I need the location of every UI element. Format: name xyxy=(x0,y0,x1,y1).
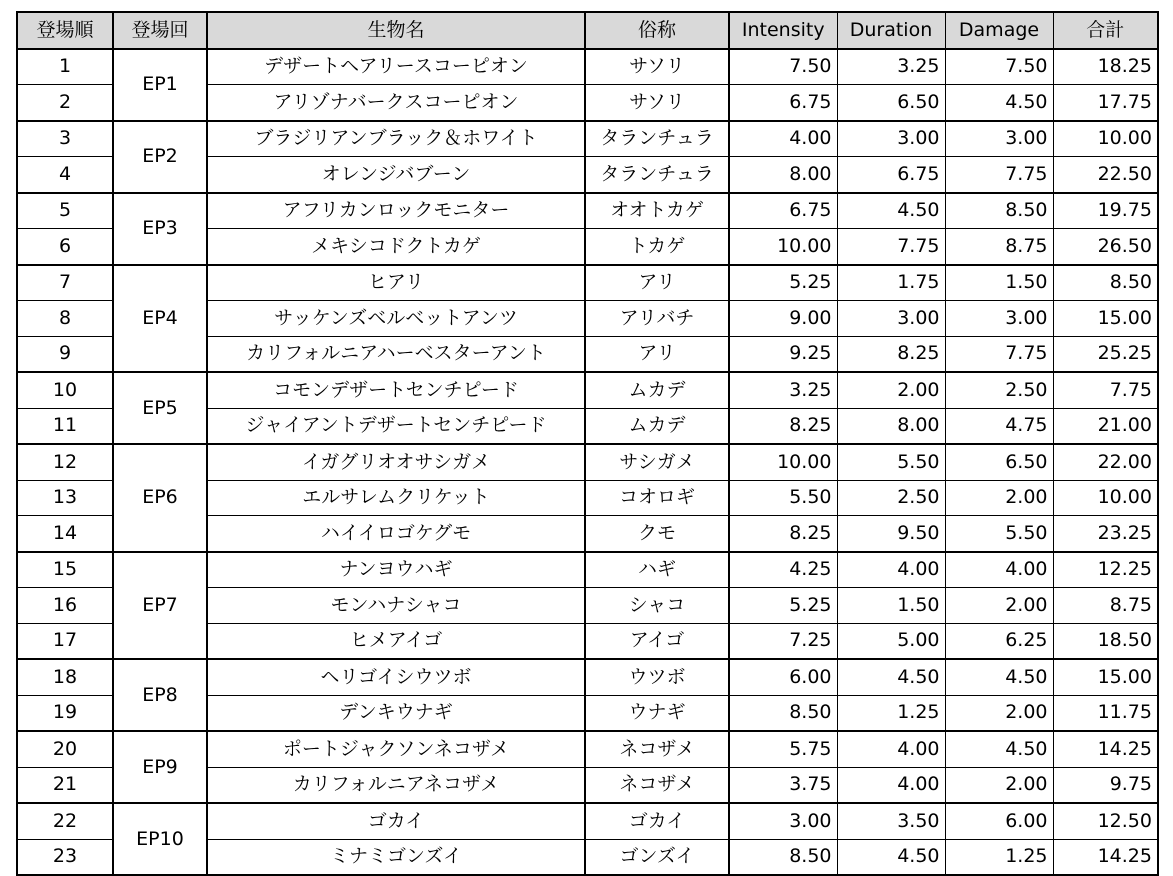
cell-total[interactable]: 12.25 xyxy=(1053,552,1158,588)
header-common-name[interactable]: 俗称 xyxy=(585,12,729,49)
cell-damage[interactable]: 1.25 xyxy=(945,839,1053,875)
cell-common-name[interactable]: オオトカゲ xyxy=(585,193,729,229)
cell-intensity[interactable]: 9.25 xyxy=(729,336,837,372)
cell-total[interactable]: 15.00 xyxy=(1053,301,1158,337)
cell-creature-name[interactable]: ハイイロゴケグモ xyxy=(207,516,585,552)
cell-duration[interactable]: 1.75 xyxy=(837,265,945,301)
cell-order[interactable]: 22 xyxy=(17,803,113,839)
cell-duration[interactable]: 4.00 xyxy=(837,731,945,767)
cell-episode[interactable]: EP6 xyxy=(113,444,207,552)
cell-episode[interactable]: EP7 xyxy=(113,552,207,660)
cell-creature-name[interactable]: ブラジリアンブラック＆ホワイト xyxy=(207,121,585,157)
cell-order[interactable]: 1 xyxy=(17,49,113,85)
cell-duration[interactable]: 4.50 xyxy=(837,193,945,229)
cell-episode[interactable]: EP5 xyxy=(113,372,207,444)
cell-order[interactable]: 7 xyxy=(17,265,113,301)
cell-total[interactable]: 22.00 xyxy=(1053,444,1158,480)
cell-damage[interactable]: 2.00 xyxy=(945,695,1053,731)
creature-ranking-table xyxy=(16,11,1159,876)
cell-duration[interactable]: 4.00 xyxy=(837,552,945,588)
cell-order[interactable]: 19 xyxy=(17,695,113,731)
cell-creature-name[interactable]: アリゾナバークスコーピオン xyxy=(207,85,585,121)
cell-intensity[interactable]: 4.00 xyxy=(729,121,837,157)
cell-creature-name[interactable]: イガグリオオサシガメ xyxy=(207,444,585,480)
cell-intensity[interactable]: 8.50 xyxy=(729,695,837,731)
cell-order[interactable]: 9 xyxy=(17,336,113,372)
cell-common-name[interactable]: ムカデ xyxy=(585,408,729,444)
cell-intensity[interactable]: 5.75 xyxy=(729,731,837,767)
cell-order[interactable]: 23 xyxy=(17,839,113,875)
cell-order[interactable]: 6 xyxy=(17,229,113,265)
cell-total[interactable]: 17.75 xyxy=(1053,85,1158,121)
cell-creature-name[interactable]: ヘリゴイシウツボ xyxy=(207,659,585,695)
cell-order[interactable]: 14 xyxy=(17,516,113,552)
cell-damage[interactable]: 3.00 xyxy=(945,121,1053,157)
cell-order[interactable]: 13 xyxy=(17,480,113,516)
cell-common-name[interactable]: アリ xyxy=(585,265,729,301)
cell-damage[interactable]: 7.75 xyxy=(945,336,1053,372)
cell-intensity[interactable]: 10.00 xyxy=(729,229,837,265)
cell-common-name[interactable]: シャコ xyxy=(585,588,729,624)
cell-damage[interactable]: 8.50 xyxy=(945,193,1053,229)
cell-creature-name[interactable]: ミナミゴンズイ xyxy=(207,839,585,875)
cell-episode[interactable]: EP10 xyxy=(113,803,207,875)
cell-common-name[interactable]: サシガメ xyxy=(585,444,729,480)
cell-duration[interactable]: 1.25 xyxy=(837,695,945,731)
cell-order[interactable]: 16 xyxy=(17,588,113,624)
cell-common-name[interactable]: ゴカイ xyxy=(585,803,729,839)
cell-creature-name[interactable]: デザートヘアリースコーピオン xyxy=(207,49,585,85)
cell-common-name[interactable]: ムカデ xyxy=(585,372,729,408)
cell-common-name[interactable]: クモ xyxy=(585,516,729,552)
table-body xyxy=(17,49,1158,876)
cell-common-name[interactable]: ウツボ xyxy=(585,659,729,695)
cell-order[interactable]: 3 xyxy=(17,121,113,157)
cell-total[interactable]: 15.00 xyxy=(1053,659,1158,695)
cell-damage[interactable]: 6.00 xyxy=(945,803,1053,839)
cell-total[interactable]: 8.50 xyxy=(1053,265,1158,301)
cell-total[interactable]: 7.75 xyxy=(1053,372,1158,408)
cell-episode[interactable]: EP4 xyxy=(113,265,207,373)
cell-order[interactable]: 10 xyxy=(17,372,113,408)
cell-total[interactable]: 14.25 xyxy=(1053,731,1158,767)
header-row xyxy=(17,12,1158,49)
cell-damage[interactable]: 4.50 xyxy=(945,659,1053,695)
cell-damage[interactable]: 2.50 xyxy=(945,372,1053,408)
cell-creature-name[interactable]: オレンジバブーン xyxy=(207,157,585,193)
cell-creature-name[interactable]: ヒメアイゴ xyxy=(207,623,585,659)
table-row xyxy=(17,552,1158,588)
cell-total[interactable]: 11.75 xyxy=(1053,695,1158,731)
cell-intensity[interactable]: 7.50 xyxy=(729,49,837,85)
cell-damage[interactable]: 7.75 xyxy=(945,157,1053,193)
cell-total[interactable]: 18.50 xyxy=(1053,623,1158,659)
header-duration[interactable]: Duration xyxy=(837,12,945,49)
cell-damage[interactable]: 6.25 xyxy=(945,623,1053,659)
cell-duration[interactable]: 7.75 xyxy=(837,229,945,265)
cell-common-name[interactable]: ネコザメ xyxy=(585,731,729,767)
cell-order[interactable]: 17 xyxy=(17,623,113,659)
cell-total[interactable]: 26.50 xyxy=(1053,229,1158,265)
cell-episode[interactable]: EP8 xyxy=(113,659,207,731)
cell-duration[interactable]: 1.50 xyxy=(837,588,945,624)
cell-duration[interactable]: 4.00 xyxy=(837,767,945,803)
cell-creature-name[interactable]: メキシコドクトカゲ xyxy=(207,229,585,265)
table-row xyxy=(17,444,1158,480)
cell-creature-name[interactable]: デンキウナギ xyxy=(207,695,585,731)
cell-damage[interactable]: 2.00 xyxy=(945,767,1053,803)
cell-intensity[interactable]: 8.00 xyxy=(729,157,837,193)
cell-common-name[interactable]: アイゴ xyxy=(585,623,729,659)
cell-order[interactable]: 2 xyxy=(17,85,113,121)
cell-total[interactable]: 23.25 xyxy=(1053,516,1158,552)
cell-creature-name[interactable]: ナンヨウハギ xyxy=(207,552,585,588)
cell-episode[interactable]: EP1 xyxy=(113,49,207,121)
cell-order[interactable]: 12 xyxy=(17,444,113,480)
cell-creature-name[interactable]: カリフォルニアネコザメ xyxy=(207,767,585,803)
cell-creature-name[interactable]: エルサレムクリケット xyxy=(207,480,585,516)
cell-duration[interactable]: 3.00 xyxy=(837,121,945,157)
cell-damage[interactable]: 8.75 xyxy=(945,229,1053,265)
cell-creature-name[interactable]: ジャイアントデザートセンチピード xyxy=(207,408,585,444)
cell-order[interactable]: 4 xyxy=(17,157,113,193)
cell-total[interactable]: 18.25 xyxy=(1053,49,1158,85)
cell-intensity[interactable]: 10.00 xyxy=(729,444,837,480)
cell-duration[interactable]: 4.50 xyxy=(837,659,945,695)
cell-intensity[interactable]: 9.00 xyxy=(729,301,837,337)
cell-common-name[interactable]: ゴンズイ xyxy=(585,839,729,875)
cell-duration[interactable]: 2.00 xyxy=(837,372,945,408)
table-row xyxy=(17,121,1158,157)
header-damage[interactable]: Damage xyxy=(945,12,1053,49)
cell-damage[interactable]: 4.50 xyxy=(945,85,1053,121)
cell-damage[interactable]: 2.00 xyxy=(945,588,1053,624)
cell-damage[interactable]: 3.00 xyxy=(945,301,1053,337)
cell-duration[interactable]: 3.50 xyxy=(837,803,945,839)
cell-intensity[interactable]: 6.75 xyxy=(729,85,837,121)
cell-intensity[interactable]: 5.25 xyxy=(729,588,837,624)
cell-order[interactable]: 18 xyxy=(17,659,113,695)
table-row xyxy=(17,731,1158,767)
cell-duration[interactable]: 6.50 xyxy=(837,85,945,121)
cell-order[interactable]: 11 xyxy=(17,408,113,444)
cell-creature-name[interactable]: アフリカンロックモニター xyxy=(207,193,585,229)
cell-duration[interactable]: 5.00 xyxy=(837,623,945,659)
cell-common-name[interactable]: タランチュラ xyxy=(585,121,729,157)
cell-common-name[interactable]: コオロギ xyxy=(585,480,729,516)
cell-creature-name[interactable]: ポートジャクソンネコザメ xyxy=(207,731,585,767)
table-row xyxy=(17,265,1158,301)
cell-intensity[interactable]: 5.25 xyxy=(729,265,837,301)
header-total[interactable]: 合計 xyxy=(1053,12,1158,49)
cell-total[interactable]: 22.50 xyxy=(1053,157,1158,193)
header-episode[interactable]: 登場回 xyxy=(113,12,207,49)
cell-common-name[interactable]: アリバチ xyxy=(585,301,729,337)
cell-creature-name[interactable]: カリフォルニアハーベスターアント xyxy=(207,336,585,372)
cell-order[interactable]: 8 xyxy=(17,301,113,337)
cell-damage[interactable]: 5.50 xyxy=(945,516,1053,552)
cell-total[interactable]: 19.75 xyxy=(1053,193,1158,229)
cell-total[interactable]: 10.00 xyxy=(1053,480,1158,516)
cell-duration[interactable]: 8.00 xyxy=(837,408,945,444)
cell-intensity[interactable]: 8.25 xyxy=(729,408,837,444)
cell-total[interactable]: 21.00 xyxy=(1053,408,1158,444)
cell-duration[interactable]: 9.50 xyxy=(837,516,945,552)
cell-order[interactable]: 20 xyxy=(17,731,113,767)
cell-episode[interactable]: EP2 xyxy=(113,121,207,193)
cell-damage[interactable]: 4.75 xyxy=(945,408,1053,444)
cell-damage[interactable]: 2.00 xyxy=(945,480,1053,516)
cell-damage[interactable]: 4.00 xyxy=(945,552,1053,588)
cell-intensity[interactable]: 3.25 xyxy=(729,372,837,408)
cell-order[interactable]: 21 xyxy=(17,767,113,803)
cell-creature-name[interactable]: ヒアリ xyxy=(207,265,585,301)
cell-total[interactable]: 10.00 xyxy=(1053,121,1158,157)
cell-duration[interactable]: 8.25 xyxy=(837,336,945,372)
table-row xyxy=(17,49,1158,85)
cell-common-name[interactable]: ウナギ xyxy=(585,695,729,731)
cell-duration[interactable]: 3.00 xyxy=(837,301,945,337)
cell-common-name[interactable]: アリ xyxy=(585,336,729,372)
cell-episode[interactable]: EP3 xyxy=(113,193,207,265)
cell-intensity[interactable]: 8.25 xyxy=(729,516,837,552)
cell-total[interactable]: 8.75 xyxy=(1053,588,1158,624)
cell-common-name[interactable]: サソリ xyxy=(585,85,729,121)
cell-intensity[interactable]: 8.50 xyxy=(729,839,837,875)
cell-duration[interactable]: 3.25 xyxy=(837,49,945,85)
spreadsheet-table-container xyxy=(16,11,1159,876)
cell-episode[interactable]: EP9 xyxy=(113,731,207,803)
cell-common-name[interactable]: トカゲ xyxy=(585,229,729,265)
cell-duration[interactable]: 2.50 xyxy=(837,480,945,516)
cell-damage[interactable]: 1.50 xyxy=(945,265,1053,301)
cell-intensity[interactable]: 5.50 xyxy=(729,480,837,516)
cell-duration[interactable]: 5.50 xyxy=(837,444,945,480)
cell-order[interactable]: 15 xyxy=(17,552,113,588)
cell-duration[interactable]: 6.75 xyxy=(837,157,945,193)
cell-total[interactable]: 25.25 xyxy=(1053,336,1158,372)
cell-intensity[interactable]: 4.25 xyxy=(729,552,837,588)
cell-common-name[interactable]: サソリ xyxy=(585,49,729,85)
header-intensity[interactable]: Intensity xyxy=(729,12,837,49)
cell-duration[interactable]: 4.50 xyxy=(837,839,945,875)
cell-total[interactable]: 12.50 xyxy=(1053,803,1158,839)
cell-damage[interactable]: 7.50 xyxy=(945,49,1053,85)
cell-creature-name[interactable]: モンハナシャコ xyxy=(207,588,585,624)
table-row xyxy=(17,193,1158,229)
cell-intensity[interactable]: 3.75 xyxy=(729,767,837,803)
cell-common-name[interactable]: ネコザメ xyxy=(585,767,729,803)
cell-order[interactable]: 5 xyxy=(17,193,113,229)
header-name[interactable]: 生物名 xyxy=(207,12,585,49)
cell-creature-name[interactable]: サッケンズベルベットアンツ xyxy=(207,301,585,337)
cell-intensity[interactable]: 6.00 xyxy=(729,659,837,695)
cell-common-name[interactable]: タランチュラ xyxy=(585,157,729,193)
cell-creature-name[interactable]: コモンデザートセンチピード xyxy=(207,372,585,408)
cell-common-name[interactable]: ハギ xyxy=(585,552,729,588)
cell-intensity[interactable]: 6.75 xyxy=(729,193,837,229)
cell-total[interactable]: 14.25 xyxy=(1053,839,1158,875)
cell-damage[interactable]: 6.50 xyxy=(945,444,1053,480)
cell-intensity[interactable]: 7.25 xyxy=(729,623,837,659)
cell-intensity[interactable]: 3.00 xyxy=(729,803,837,839)
cell-total[interactable]: 9.75 xyxy=(1053,767,1158,803)
cell-damage[interactable]: 4.50 xyxy=(945,731,1053,767)
cell-creature-name[interactable]: ゴカイ xyxy=(207,803,585,839)
table-row xyxy=(17,372,1158,408)
table-row xyxy=(17,659,1158,695)
table-row xyxy=(17,803,1158,839)
header-order[interactable]: 登場順 xyxy=(17,12,113,49)
